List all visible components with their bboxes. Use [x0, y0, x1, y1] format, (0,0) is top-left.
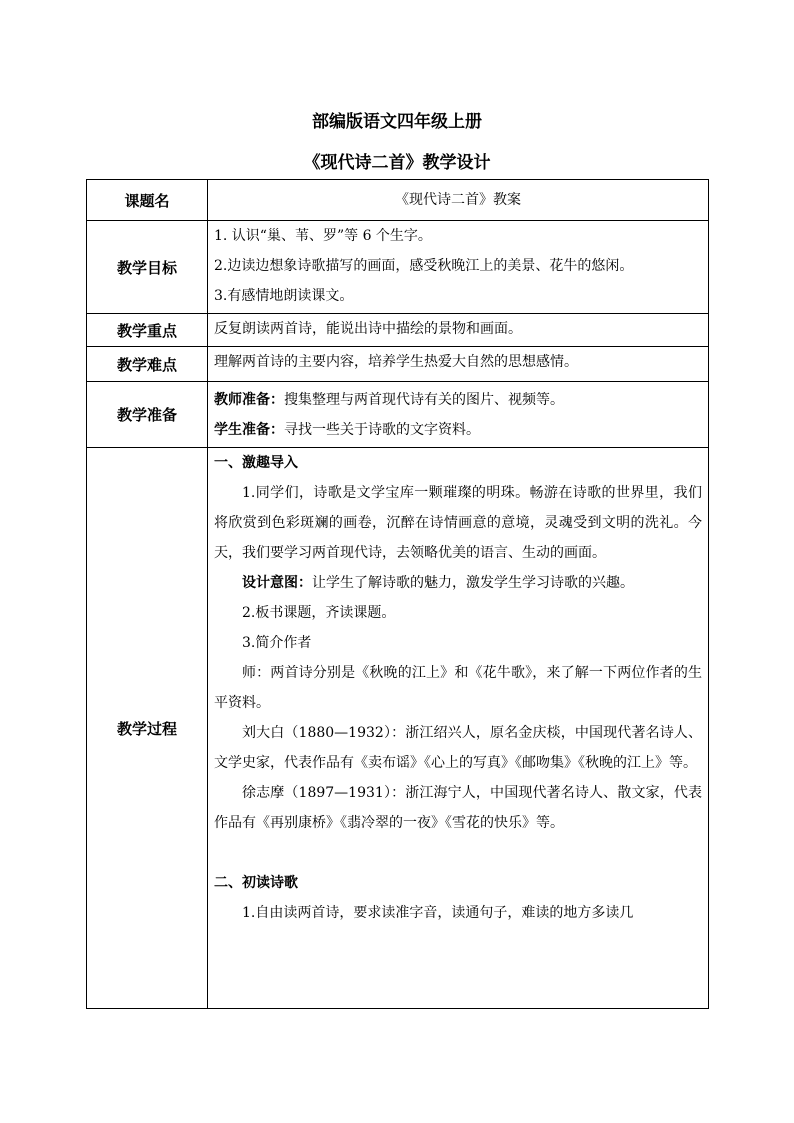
- table-row: [87, 180, 709, 221]
- design-intent-label: 设计意图：: [242, 575, 312, 591]
- process-paragraph: 徐志摩（1897—1931）：浙江海宁人，中国现代著名诗人、散文家，代表作品有《再别康桥》《翡冷翠的一夜》《雪花的快乐》等。: [214, 785, 702, 831]
- teacher-prep: [214, 385, 702, 415]
- goals-label: 教学目标: [87, 221, 208, 314]
- prep-label: 教学准备: [87, 382, 208, 448]
- process-paragraph: 1.自由读两首诗，要求读准字音，读通句子，难读的地方多读几: [242, 905, 634, 921]
- process-paragraph: 师：两首诗分别是《秋晚的江上》和《花牛歌》，来了解一下两位作者的生平资料。: [214, 665, 702, 711]
- topic-label: 课题名: [87, 180, 208, 221]
- section-heading: 一、激趣导入: [214, 455, 298, 471]
- difficulty-cell: [208, 347, 709, 382]
- spacer: [214, 838, 702, 868]
- prep-cell: [208, 382, 709, 448]
- process-paragraph: 1.同学们，诗歌是文学宝库一颗璀璨的明珠。畅游在诗歌的世界里，我们将欣赏到色彩斑斓的画卷，沉醉在诗情画意的意境，灵魂受到文明的洗礼。今天，我们要学习两首现代诗，去领略优美的语言、生动的画面。: [214, 485, 702, 561]
- student-prep-label: 学生准备：: [214, 421, 284, 438]
- key-value: 反复朗读两首诗，能说出诗中描绘的景物和画面。: [214, 321, 522, 337]
- goal-item: 2.边读边想象诗歌描写的画面，感受秋晚江上的美景、花牛的悠闲。: [214, 258, 634, 274]
- lesson-plan-table: [86, 179, 709, 1009]
- goals-cell: [208, 221, 709, 314]
- design-intent: [214, 568, 702, 598]
- topic-value: 《现代诗二首》教案: [208, 180, 709, 221]
- difficulty-label: 教学难点: [87, 347, 208, 382]
- teacher-prep-label: 教师准备：: [214, 391, 284, 408]
- teacher-prep-text: 搜集整理与两首现代诗有关的图片、视频等。: [284, 391, 564, 408]
- section-heading: 二、初读诗歌: [214, 875, 298, 891]
- student-prep-text: 寻找一些关于诗歌的文字资料。: [284, 421, 480, 438]
- key-label: 教学重点: [87, 314, 208, 347]
- goal-item: 3.有感情地朗读课文。: [214, 288, 354, 304]
- process-paragraph: 刘大白（1880—1932）：浙江绍兴人，原名金庆棪，中国现代著名诗人、文学史家，代表作品有《卖布谣》《心上的写真》《邮吻集》《秋晚的江上》等。: [214, 725, 702, 771]
- document-subtitle: 《现代诗二首》教学设计: [303, 153, 491, 173]
- table-row: [87, 314, 709, 347]
- document-title: 部编版语文四年级上册: [312, 112, 482, 132]
- process-paragraph: 3.简介作者: [242, 635, 312, 651]
- student-prep: [214, 415, 702, 445]
- goal-item: 1. 认识“巢、苇、罗”等 6 个生字。: [214, 228, 432, 244]
- difficulty-value: 理解两首诗的主要内容，培养学生热爱大自然的思想感情。: [214, 354, 578, 370]
- key-cell: [208, 314, 709, 347]
- table-row: [87, 448, 709, 1009]
- process-paragraph: 2.板书课题，齐读课题。: [242, 605, 396, 621]
- design-intent-text: 让学生了解诗歌的魅力，激发学生学习诗歌的兴趣。: [312, 575, 634, 591]
- process-cell: [208, 448, 709, 1009]
- table-row: [87, 347, 709, 382]
- process-label: 教学过程: [87, 448, 208, 1009]
- table-row: [87, 382, 709, 448]
- table-row: [87, 221, 709, 314]
